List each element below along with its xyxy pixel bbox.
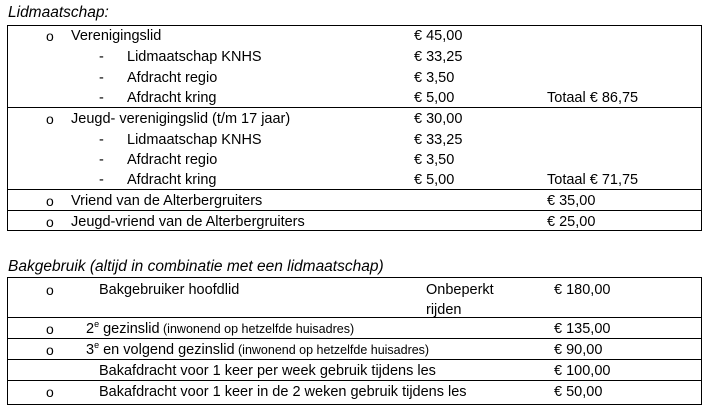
item-price: € 33,25 [414,49,463,65]
item-label: Lidmaatschap KNHS [127,49,262,65]
dash: - [99,132,104,148]
afdracht-week-label: Bakafdracht voor 1 keer per week gebruik tijdens les [99,363,436,379]
bullet: o [46,193,54,209]
jeugdvriend-price: € 25,00 [547,214,596,230]
item-price: € 3,50 [414,70,455,86]
afdracht-week-price: € 100,00 [554,363,611,379]
bakgebruik-heading: Bakgebruik (altijd in combinatie met een lidmaatschap) [8,258,384,275]
item-price: € 3,50 [414,152,455,168]
hoofdlid-price: € 180,00 [554,282,611,298]
jeugd-label: Jeugd- verenigingslid (t/m 17 jaar) [71,111,291,127]
verenigingslid-total: Totaal € 86,75 [547,90,639,106]
hoofdlid-note: Onbeperkt [426,282,494,298]
dash: - [99,90,104,106]
bullet: o [46,28,54,44]
row-divider [8,317,701,318]
lidmaatschap-table [7,25,702,231]
dash: - [99,172,104,188]
hoofdlid-note-2: rijden [426,302,462,318]
row-divider [8,189,701,190]
dash: - [99,152,104,168]
row-divider [8,359,701,360]
gezinslid-2-price: € 135,00 [554,321,611,337]
dash: - [99,70,104,86]
item-price: € 5,00 [414,90,455,106]
verenigingslid-price: € 45,00 [414,28,463,44]
item-label: Afdracht kring [127,172,217,188]
item-price: € 5,00 [414,172,455,188]
row-divider [8,107,701,108]
verenigingslid-label: Verenigingslid [71,28,162,44]
item-label: Afdracht regio [127,70,218,86]
gezinslid-3-price: € 90,00 [554,342,603,358]
afdracht-2weken-label: Bakafdracht voor 1 keer in de 2 weken gebruik tijdens les [99,384,467,400]
jeugd-total: Totaal € 71,75 [547,172,639,188]
bullet: o [46,111,54,127]
bullet: o [46,214,54,230]
afdracht-2weken-price: € 50,00 [554,384,603,400]
bullet: o [46,321,54,337]
item-label: Afdracht kring [127,90,217,106]
item-label: Afdracht regio [127,152,218,168]
gezinslid-2-label: 2e gezinslid (inwonend op hetzelfde huisadres) [86,319,355,337]
item-price: € 33,25 [414,132,463,148]
bakgebruik-table [7,277,702,405]
item-label: Lidmaatschap KNHS [127,132,262,148]
row-divider [8,338,701,339]
vriend-label: Vriend van de Alterbergruiters [71,193,263,209]
jeugd-price: € 30,00 [414,111,463,127]
bullet: o [46,342,54,358]
bullet: o [46,282,54,298]
lidmaatschap-heading: Lidmaatschap: [8,4,109,21]
dash: - [99,49,104,65]
row-divider [8,380,701,381]
bullet: o [46,384,54,400]
row-divider [8,210,701,211]
vriend-price: € 35,00 [547,193,596,209]
jeugdvriend-label: Jeugd-vriend van de Alterbergruiters [71,214,305,230]
gezinslid-3-label: 3e en volgend gezinslid (inwonend op hetzelfde huisadres) [86,340,430,358]
hoofdlid-label: Bakgebruiker hoofdlid [99,282,240,298]
